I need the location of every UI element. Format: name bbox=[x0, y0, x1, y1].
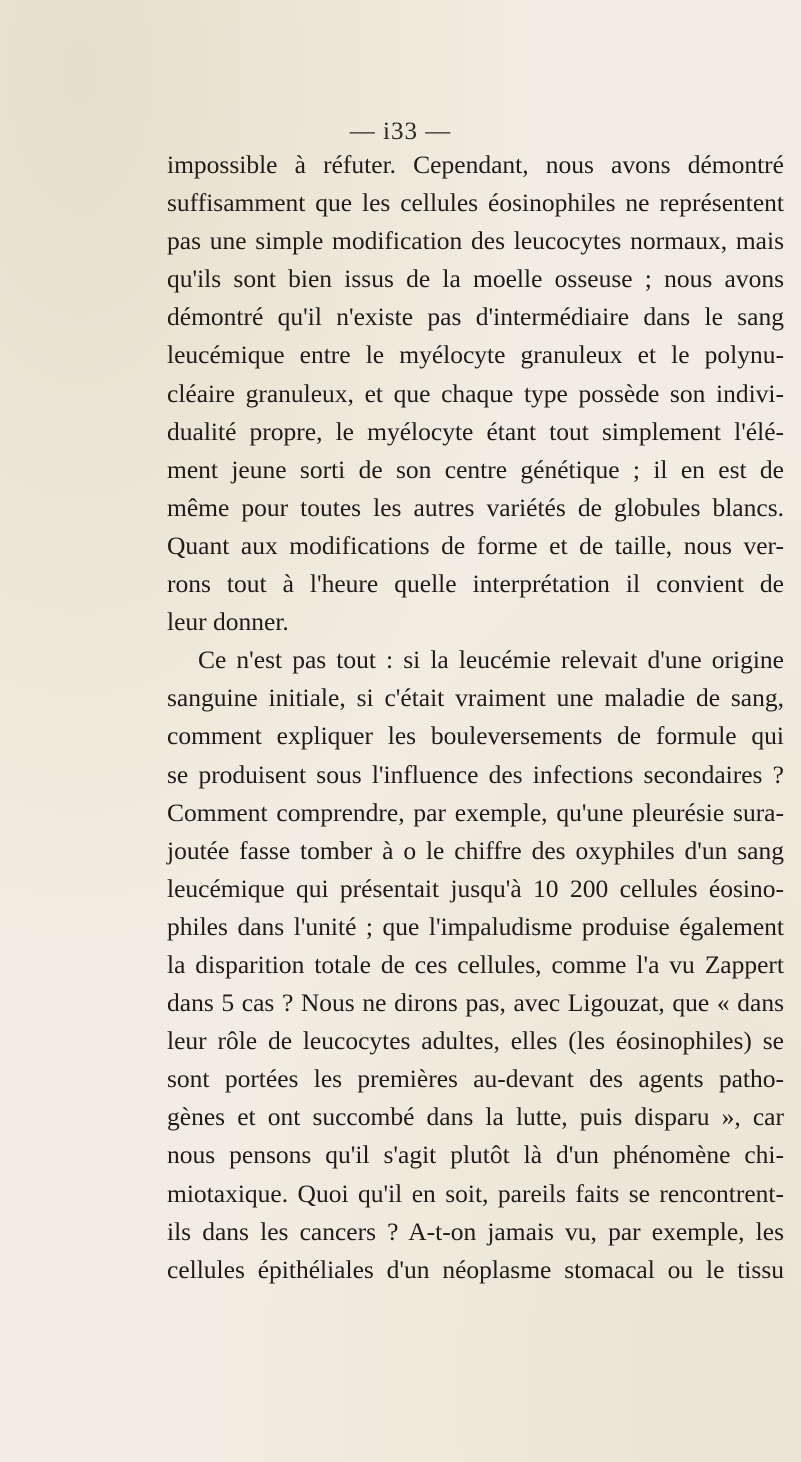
text-line: impossible à réfuter. Cependant, nous avons démontré bbox=[167, 150, 784, 179]
text-line: rons tout à l'heure quelle interprétation il convient de bbox=[167, 569, 784, 599]
text-line: même pour toutes les autres variétés de globules blancs. bbox=[167, 492, 784, 522]
text-line: sanguine initiale, si c'était vraiment une maladie de sang, bbox=[167, 683, 784, 713]
text-line: Comment comprendre, par exemple, qu'une pleurésie sura- bbox=[167, 797, 784, 827]
text-line: cellules épithéliales d'un néoplasme stomacal ou le tissu bbox=[167, 1254, 784, 1284]
text-line: leucémique entre le myélocyte granuleux et le polynu- bbox=[167, 340, 784, 370]
text-line: philes dans l'unité ; que l'impaludisme produise également bbox=[167, 911, 784, 941]
text-line: leur rôle de leucocytes adultes, elles (les éosinophiles) se bbox=[167, 1026, 784, 1056]
text-line: nous pensons qu'il s'agit plutôt là d'un phénomène chi- bbox=[167, 1140, 784, 1170]
body-text bbox=[167, 146, 784, 1289]
text-line: ils dans les cancers ? A-t-on jamais vu, par exemple, les bbox=[167, 1216, 784, 1246]
text-line: sont portées les premières au-devant des agents patho- bbox=[167, 1064, 784, 1094]
text-line: la disparition totale de ces cellules, comme l'a vu Zappert bbox=[167, 949, 784, 979]
text-line: joutée fasse tomber à o le chiffre des oxyphiles d'un sang bbox=[167, 835, 784, 865]
text-line: gènes et ont succombé dans la lutte, puis disparu », car bbox=[167, 1102, 784, 1132]
text-line: ment jeune sorti de son centre génétique ; il en est de bbox=[167, 454, 784, 484]
text-line: démontré qu'il n'existe pas d'intermédiaire dans le sang bbox=[167, 302, 784, 332]
text-line: leucémique qui présentait jusqu'à 10 200 cellules éosino- bbox=[167, 873, 784, 903]
text-line: cléaire granuleux, et que chaque type possède son indivi- bbox=[167, 378, 784, 408]
text-line: comment expliquer les bouleversements de formule qui bbox=[167, 721, 784, 751]
text-line: leur donner. bbox=[167, 607, 289, 637]
text-line: pas une simple modification des leucocytes normaux, mais bbox=[167, 226, 784, 256]
paragraph-start-line: Ce n'est pas tout : si la leucémie relevait d'une origine bbox=[198, 645, 784, 675]
text-line: dualité propre, le myélocyte étant tout simplement l'élé- bbox=[167, 416, 784, 446]
text-line: dans 5 cas ? Nous ne dirons pas, avec Ligouzat, que « dans bbox=[167, 988, 784, 1018]
text-line: se produisent sous l'influence des infections secondaires ? bbox=[167, 759, 784, 789]
text-line: qu'ils sont bien issus de la moelle osseuse ; nous avons bbox=[167, 264, 784, 294]
text-line: miotaxique. Quoi qu'il en soit, pareils faits se rencontrent- bbox=[167, 1178, 784, 1208]
text-line: Quant aux modifications de forme et de taille, nous ver- bbox=[167, 530, 784, 560]
page-number-header: — i33 — bbox=[349, 118, 452, 145]
text-line: suffisamment que les cellules éosinophiles ne représentent bbox=[167, 188, 784, 218]
